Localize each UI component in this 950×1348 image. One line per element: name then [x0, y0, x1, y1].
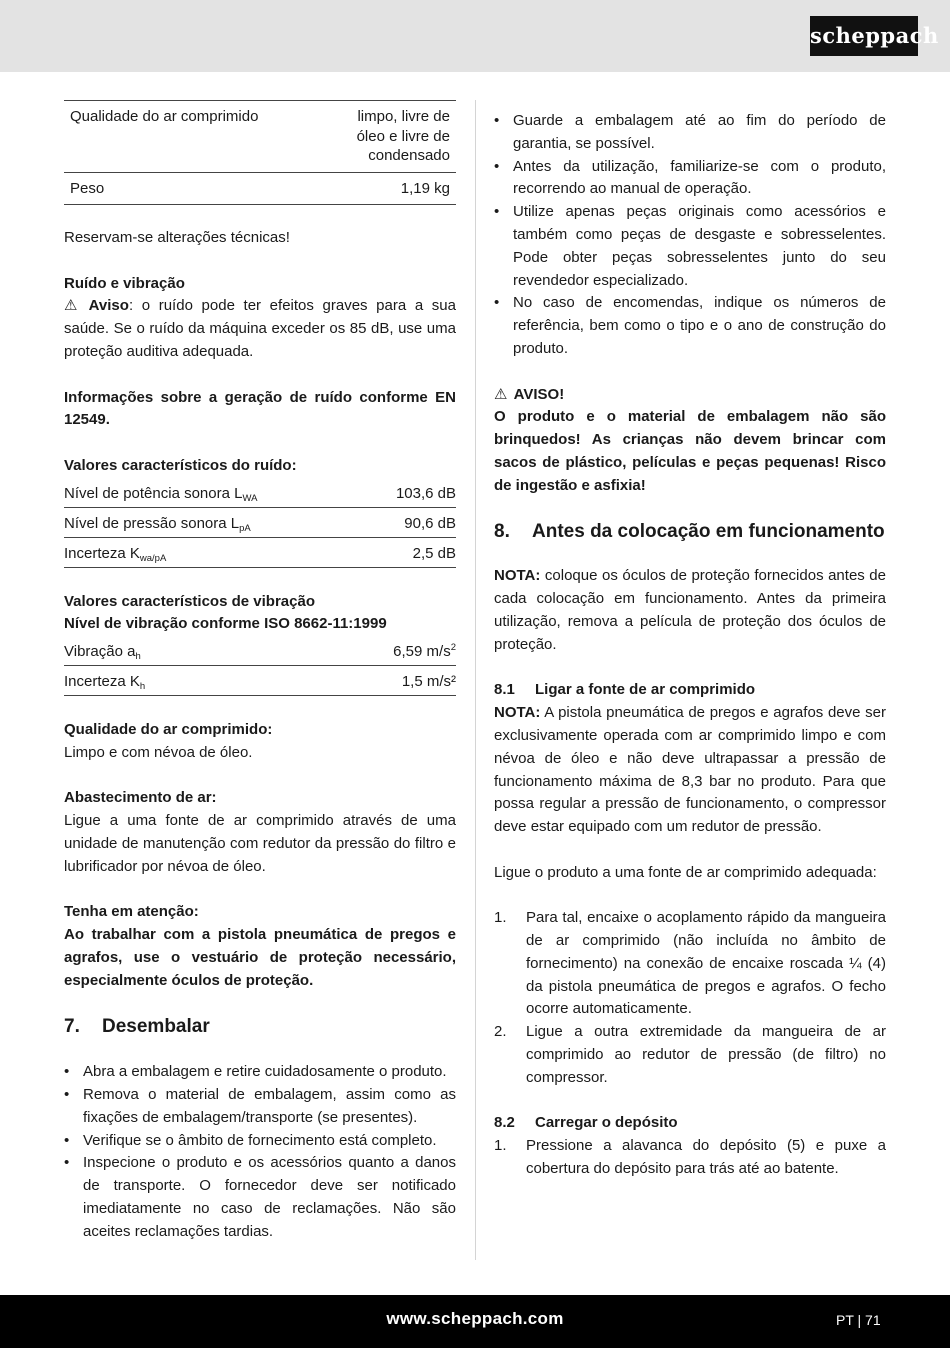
noise-title: Ruído e vibração — [64, 274, 185, 292]
warning-triangle-icon: ⚠ — [494, 385, 508, 403]
list-item: • Abra a embalagem e retire cuidadosamente o produto. — [64, 1063, 447, 1081]
unpack-list — [64, 1061, 456, 1243]
list-item: • Inspecione o produto e os acessórios quanto a danos de transporte. O fornecedor deve ser notificado imediatamente no caso de reclamações. Não são aceites reclamações tardias. — [64, 1154, 456, 1240]
connect-steps — [494, 907, 886, 1089]
warning-heading: ⚠ AVISO! — [494, 384, 886, 407]
value-label: Nível de pressão sonora L — [64, 514, 240, 532]
value-subscript: h — [139, 681, 146, 693]
noise-values-table — [64, 478, 456, 568]
column-divider — [475, 100, 476, 1260]
table-row — [64, 636, 456, 666]
list-item: 1. Pressione a alavanca do depósito (5) e puxe a cobertura do depósito para trás até ao batente. — [494, 1137, 886, 1178]
list-item: • Remova o material de embalagem, assim como as fixações de embalagem/transporte (se presentes). — [64, 1085, 456, 1126]
spec-table — [64, 100, 456, 205]
value-number: 103,6 dB — [363, 478, 456, 508]
page-number: PT | 71 — [836, 1312, 881, 1328]
tech-note: Reservam-se alterações técnicas! — [64, 229, 290, 246]
packaging-list — [494, 110, 886, 361]
footer — [0, 1295, 950, 1348]
noise-values-title: Valores característicos do ruído: — [64, 456, 297, 474]
header-band — [0, 0, 950, 72]
value-number: 1,5 m/s² — [285, 666, 456, 696]
section-8-2-heading: 8.2 Carregar o depósito — [494, 1114, 678, 1132]
noise-warning — [64, 295, 456, 363]
value-subscript: WA — [242, 492, 258, 504]
spec-label: Qualidade do ar comprimido — [64, 101, 336, 173]
list-item: 1. Para tal, encaixe o acoplamento rápido da mangueira de ar comprimido (não incluída no âmbito de fornecimento) na conexão de encaixe roscada ¼ (4) da pistola pneumática de pregos e agrafos. O fecho ocorre automaticamente. — [494, 909, 886, 1018]
vibration-values-table — [64, 636, 456, 696]
table-row — [64, 537, 456, 567]
attention-text: Ao trabalhar com a pistola pneumática de pregos e agrafos, use o vestuário de proteção necessário, especialmente óculos de proteção. — [64, 926, 456, 989]
value-subscript: pA — [239, 522, 251, 534]
table-row — [64, 478, 456, 508]
value-superscript: 2 — [450, 642, 456, 654]
spec-value: limpo, livre de óleo e livre de condensado — [336, 101, 456, 173]
list-item: • Utilize apenas peças originais como acessórios e também como peças de desgaste e sobresselentes. Pode obter peças sobresselentes junto do seu revendedor especializado. — [494, 203, 886, 289]
attention-title: Tenha em atenção: — [64, 903, 199, 921]
value-number: 6,59 m/s — [393, 643, 451, 661]
value-label: Vibração a — [64, 643, 136, 661]
warning-text: : o ruído pode ter efeitos graves para a sua saúde. Se o ruído da máquina exceder os 85 dB, use uma proteção auditiva adequada. — [64, 297, 456, 360]
table-row — [64, 172, 456, 205]
scheppach-logo: scheppach — [810, 16, 918, 56]
value-number: 90,6 dB — [363, 507, 456, 537]
list-item: • Guarde a embalagem até ao fim do período de garantia, se possível. — [494, 112, 886, 152]
load-steps — [494, 1135, 886, 1181]
connect-instruction: Ligue o produto a uma fonte de ar comprimido adequada: — [494, 863, 877, 881]
value-subscript: wa/pA — [139, 552, 167, 564]
vibration-title-2: Nível de vibração conforme ISO 8662-11:1999 — [64, 615, 387, 633]
section-8-1-heading: 8.1 Ligar a fonte de ar comprimido — [494, 681, 756, 699]
spec-label: Peso — [64, 172, 336, 205]
right-column — [494, 110, 886, 1181]
warning-label: Aviso — [88, 297, 129, 315]
air-supply-text: Ligue a uma fonte de ar comprimido através de uma unidade de manutenção com redutor da pressão do filtro e lubrificador por névoa de óleo. — [64, 812, 456, 875]
section-8-1-note: NOTA: A pistola pneumática de pregos e agrafos deve ser exclusivamente operada com ar comprimido limpo e com névoa de óleo e não deve ultrapassar a pressão de funcionamento máxima de 8,3 bar no produto. Para que possa regular a pressão de funcionamento, o compressor deve estar equipado com um redutor de pressão. — [494, 704, 886, 836]
left-column — [64, 100, 456, 1243]
list-item: • Verifique se o âmbito de fornecimento está completo. — [64, 1131, 437, 1149]
table-row — [64, 507, 456, 537]
air-quality-title: Qualidade do ar comprimido: — [64, 720, 273, 738]
air-supply-title: Abastecimento de ar: — [64, 789, 217, 807]
table-row — [64, 666, 456, 696]
warning-text: O produto e o material de embalagem não são brinquedos! As crianças não devem brincar com sacos de plástico, películas e peças pequenas! Risco de ingestão e asfixia! — [494, 408, 886, 494]
value-label: Incerteza K — [64, 673, 140, 691]
value-subscript: h — [135, 651, 141, 663]
value-label: Incerteza K — [64, 544, 140, 562]
chapter-7-heading: 7. Desembalar — [64, 1016, 210, 1038]
spec-value: 1,19 kg — [336, 172, 456, 205]
value-label: Nível de potência sonora L — [64, 484, 243, 502]
noise-info: Informações sobre a geração de ruído conforme EN 12549. — [64, 388, 456, 429]
list-item: • No caso de encomendas, indique os números de referência, bem como o tipo e o ano de construção do produto. — [494, 294, 886, 357]
vibration-title-1: Valores característicos de vibração — [64, 592, 315, 610]
value-number: 2,5 dB — [363, 537, 456, 567]
footer-url[interactable]: www.scheppach.com — [386, 1309, 564, 1328]
warning-triangle-icon: ⚠ — [64, 297, 78, 315]
air-quality-text: Limpo e com névoa de óleo. — [64, 743, 253, 761]
chapter-8-heading: 8. Antes da colocação em funcionamento — [494, 520, 885, 542]
list-item: • Antes da utilização, familiarize-se com o produto, recorrendo ao manual de operação. — [494, 157, 886, 198]
chapter-8-note: NOTA: coloque os óculos de proteção fornecidos antes de cada colocação em funcionamento. Antes da primeira utilização, remova a película de proteção dos óculos de proteção. — [494, 567, 886, 653]
list-item: 2. Ligue a outra extremidade da mangueira de ar comprimido ao redutor de pressão (de filtro) no compressor. — [494, 1023, 886, 1086]
table-row — [64, 101, 456, 173]
